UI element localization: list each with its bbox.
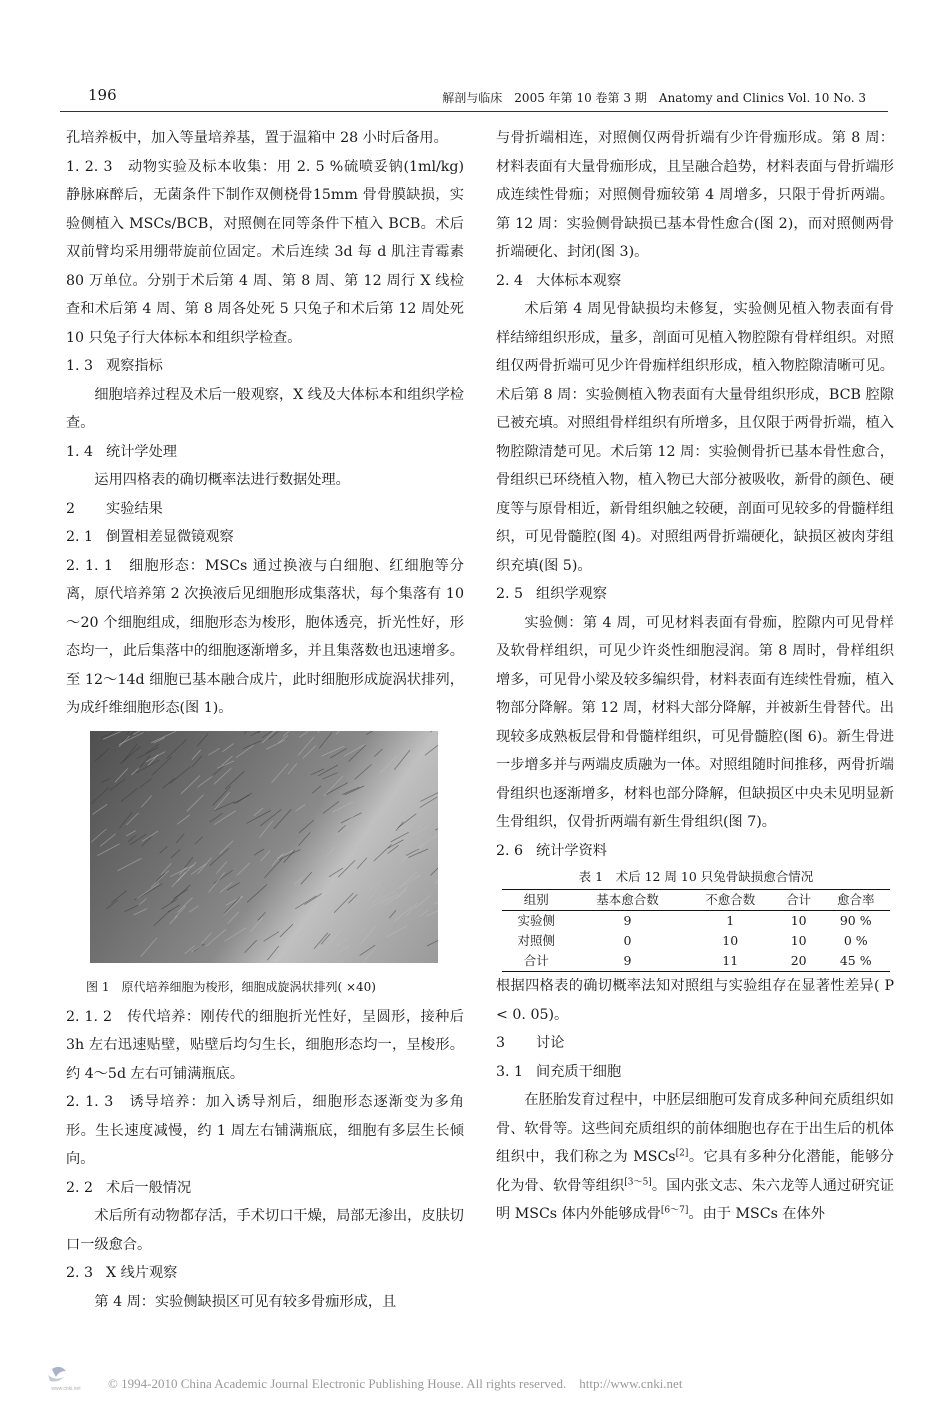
section-number: 2. 2 (66, 1179, 94, 1196)
column-header: 组别 (523, 892, 549, 907)
paragraph: 1. 2. 3 动物实验及标本收集：用 2. 5 %硫喷妥钠(1ml/kg) 静脉麻醉后，无菌条件下制作双侧桡骨15mm 骨骨膜缺损，实验侧植入 MSCs/BCB，对照侧在同等条件下植入 BCB。术后双前臂均采用绷带旋前位固定。术后连续 3d 每 d 肌注青霉素 80 万单位。分别于术后第 4 周、第 8 周、第 12 周行 X 线检查和术后第 4 周、第 8 周各处死 5 只兔子和术后第 12 周处死 10 只兔子行大体标本和组织学检查。 (66, 158, 464, 346)
table-cell: 实验侧 (517, 913, 555, 928)
section-number: 2. 5 (496, 586, 524, 602)
micrograph-image (90, 731, 438, 963)
cnki-logo-icon (38, 1363, 94, 1393)
section-title: 观察指标 (106, 358, 163, 374)
table-cell: 20 (790, 953, 807, 968)
right-column (496, 124, 894, 1229)
table-cell: 10 (722, 933, 739, 948)
paragraph: 与骨折端相连，对照侧仅两骨折端有少许骨痂形成。第 8 周：材料表面有大量骨痂形成，且呈融合趋势，材料表面与骨折端形成连续性骨痂；对照侧骨痂较第 4 周增多，只限于骨折两端。第 12 周：实验侧骨缺损已基本骨性愈合(图 2)，而对照侧两骨折端硬化、封闭(图 3)。 (496, 130, 894, 260)
section-heading (66, 495, 464, 524)
table-header-row (502, 890, 890, 911)
copyright-notice: © 1994-2010 China Academic Journal Electronic Publishing House. All rights reserved. http://www.cnki.net (108, 1376, 683, 1391)
footer (0, 1371, 950, 1395)
table-cell: 9 (623, 953, 632, 968)
section-title: 讨论 (536, 1035, 565, 1051)
section-title: 大体标本观察 (536, 272, 622, 289)
table-cell: 对照侧 (517, 933, 555, 948)
section-title: 统计学资料 (536, 842, 607, 859)
section-heading (496, 267, 894, 296)
column-header: 不愈合数 (705, 892, 756, 907)
section-heading (496, 1029, 894, 1058)
paragraph: 根据四格表的确切概率法知对照组与实验组存在显著性差异( P < 0. 05)。 (496, 978, 894, 1023)
table-row (502, 931, 890, 951)
table-cell: 9 (623, 913, 632, 928)
table-row (502, 951, 890, 972)
paragraph: 第 4 周：实验侧缺损区可见有较多骨痂形成，且 (94, 1293, 397, 1310)
section-number: 2. 6 (496, 842, 524, 859)
paragraph: 术后所有动物都存活，手术切口干燥，局部无渗出，皮肤切口一级愈合。 (66, 1208, 464, 1253)
column-header: 合计 (786, 892, 812, 907)
table-cell: 1 (726, 913, 735, 928)
citation-ref: [3～5] (624, 1176, 652, 1187)
table-1 (502, 865, 890, 972)
table-1-caption: 表 1 术后 12 周 10 只兔骨缺损愈合情况 (578, 869, 814, 884)
section-title: 组织学观察 (536, 586, 607, 602)
paragraph: 细胞培养过程及术后一般观察，X 线及大体标本和组织学检查。 (66, 386, 464, 431)
section-number: 2. 3 (66, 1265, 94, 1281)
citation-ref: [2] (675, 1148, 689, 1159)
section-heading (66, 1259, 464, 1288)
section-title: X 线片观察 (106, 1265, 178, 1281)
figure-1-caption: 图 1 原代培养细胞为梭形，细胞成旋涡状排列( ×40) (86, 979, 376, 994)
paragraph: 运用四格表的确切概率法进行数据处理。 (94, 472, 350, 488)
section-heading (66, 438, 464, 467)
section-number: 3 (496, 1035, 506, 1051)
section-heading (496, 580, 894, 609)
section-number: 1. 3 (66, 358, 94, 374)
table-cell: 11 (722, 953, 739, 968)
paragraph: 孔培养板中，加入等量培养基，置于温箱中 28 小时后备用。 (66, 130, 448, 146)
section-heading (66, 1174, 464, 1203)
paragraph: 实验侧：第 4 周，可见材料表面有骨痂，腔隙内可见骨样及软骨样组织，可见少许炎性细胞浸润。第 8 周时，骨样组织增多，可见骨小梁及较多编织骨，材料表面有连续性骨痂，植入物部分降解。第 12 周，材料大部分降解，并被新生骨替代。出现较多成熟板层骨和骨髓样组织，可见骨髓腔(图 6)。新生骨进一步增多并与两端皮质融为一体。对照组随时间推移，两骨折端骨组织也逐渐增多，材料也部分降解，但缺损区中央未见明显新生骨组织，仅骨折两端有新生骨组织(图 7)。 (496, 614, 894, 830)
paragraph: 术后第 4 周见骨缺损均未修复，实验侧见植入物表面有骨样结缔组织形成，量多，剖面可见植入物腔隙有骨样组织。对照组仅两骨折端可见少许骨痂样组织形成，植入物腔隙清晰可见。术后第 8 周：实验侧植入物表面有大量骨组织形成，BCB 腔隙已被充填。对照组骨样组织有所增多，且仅限于两骨折端，植入物腔隙清楚可见。术后第 12 周：实验侧骨折已基本骨性愈合，骨组织已环绕植入物，植入物已大部分被吸收，新骨的颜色、硬度等与原骨相近，新骨组织触之较硬，剖面可见较多的骨髓样组织，可见骨髓腔(图 4)。对照组两骨折端硬化，缺损区被肉芽组织充填(图 5)。 (496, 301, 894, 574)
paragraph: 2. 1. 1 细胞形态：MSCs 通过换液与白细胞、红细胞等分离，原代培养第 2 次换液后见细胞形成集落状，每个集落有 10～20 个细胞组成，细胞形态为梭形，胞体透亮，折光性好，形态均一，此后集落中的细胞逐渐增多，并且集落数也迅速增多。至 12～14d 细胞已基本融合成片，此时细胞形成旋涡状排列，为成纤维细胞形态(图 1)。 (66, 557, 464, 716)
column-header: 基本愈合数 (596, 892, 659, 907)
table-cell: 10 (790, 913, 807, 928)
paragraph: 2. 1. 2 传代培养：刚传代的细胞折光性好，呈圆形，接种后 3h 左右迅速贴壁，贴壁后均匀生长，细胞形态均一，呈梭形。约 4～5d 左右可铺满瓶底。 (66, 1008, 464, 1082)
table-cell: 45 % (839, 953, 872, 968)
cnki-logo-text: www.cnki.net (51, 1386, 81, 1392)
section-heading (66, 352, 464, 381)
section-title: 间充质干细胞 (536, 1063, 622, 1080)
table-cell: 10 (790, 933, 807, 948)
table-row (502, 911, 890, 932)
paragraph (496, 1086, 894, 1229)
section-heading (496, 1058, 894, 1087)
header-rule (60, 111, 888, 112)
section-title: 术后一般情况 (106, 1179, 192, 1196)
text-run: 。它具有多种分化潜能，能够分化为骨、软骨等组织 (496, 1149, 894, 1194)
paragraph: 2. 1. 3 诱导培养：加入诱导剂后，细胞形态逐渐变为多角形。生长速度减慢，约 1 周左右铺满瓶底，细胞有多层生长倾向。 (66, 1094, 464, 1167)
table-cell: 90 % (839, 913, 872, 928)
section-title: 实验结果 (106, 500, 163, 517)
text-run: 。由于 MSCs 在体外 (688, 1206, 825, 1222)
section-number: 1. 4 (66, 443, 94, 460)
section-number: 2. 1 (66, 529, 94, 545)
text-run: 。国内张文志、朱六龙等人通过研究证明 MSCs 体内外能够成骨 (496, 1177, 894, 1222)
section-title: 统计学处理 (106, 443, 177, 460)
table-cell: 合计 (523, 953, 549, 968)
section-heading (66, 523, 464, 552)
column-header: 愈合率 (836, 892, 875, 907)
running-header: 解剖与临床 2005 年第 10 卷第 3 期 Anatomy and Clinics Vol. 10 No. 3 (442, 91, 866, 105)
table-1-header (502, 890, 890, 911)
page-number: 196 (88, 86, 117, 104)
section-number: 2 (66, 500, 76, 517)
left-column (66, 124, 464, 1316)
figure-1 (66, 731, 464, 997)
text-run: 在胚胎发育过程中，中胚层细胞可发育成多种间充质组织如骨、软骨等。这些间充质组织的前体细胞也存在于出生后的机体组织中，我们称之为 MSCs (496, 1092, 894, 1165)
table-cell: 0 % (843, 933, 868, 948)
citation-ref: [6～7] (660, 1205, 689, 1216)
table-cell: 0 (623, 933, 632, 948)
section-number: 3. 1 (496, 1063, 524, 1080)
micrograph-texture (90, 731, 438, 963)
section-title: 倒置相差显微镜观察 (106, 529, 234, 545)
section-heading (496, 837, 894, 866)
section-number: 2. 4 (496, 272, 524, 289)
table-1-body (502, 911, 890, 972)
